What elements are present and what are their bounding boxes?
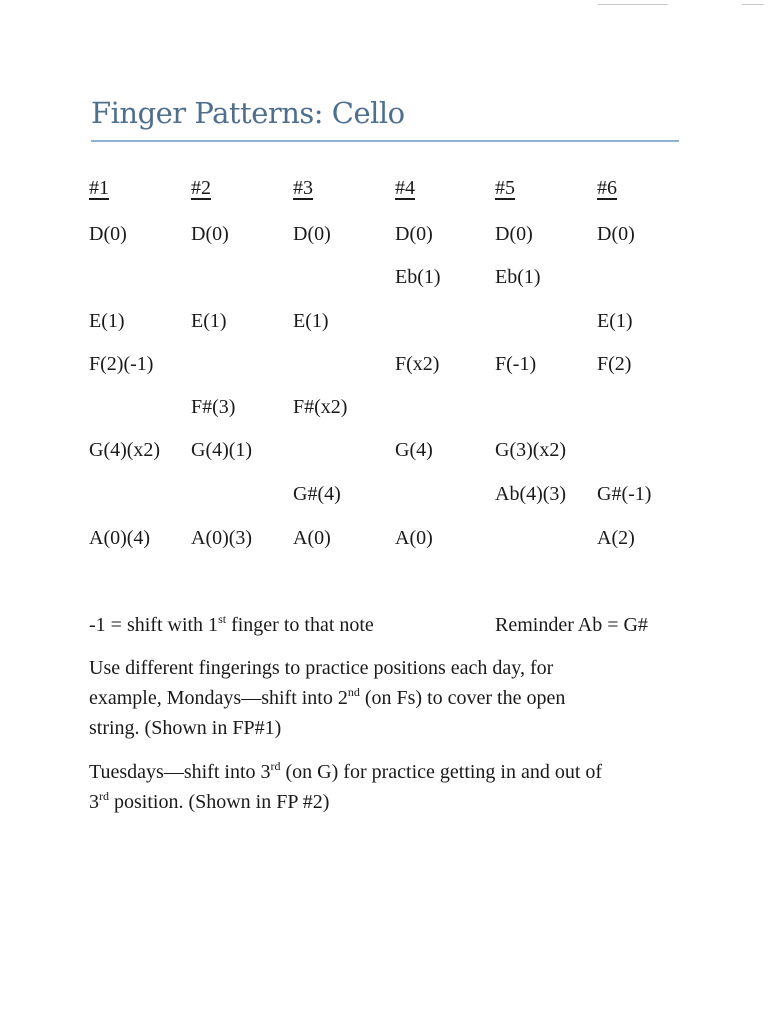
paragraph-line: 3rd position. (Shown in FP #2) [89,789,330,813]
note-cell: A(0) [293,527,331,549]
scan-artifact-line [742,4,764,5]
note-cell: A(2) [597,527,635,549]
column-header: #4 [395,177,415,199]
scan-artifact-line [598,4,668,5]
note-cell: E(1) [89,310,125,332]
note-cell: G(3)(x2) [495,439,567,461]
legend-note: -1 = shift with 1st finger to that note [89,612,374,636]
note-cell: E(1) [293,310,329,332]
note-cell: A(0)(3) [191,527,253,549]
note-cell: Eb(1) [495,266,541,288]
note-cell: F(2)(-1) [89,353,154,375]
column-header: #3 [293,177,313,199]
paragraph-line: example, Mondays—shift into 2nd (on Fs) to cover the open [89,685,566,709]
note-cell: D(0) [395,223,433,245]
note-cell: D(0) [89,223,127,245]
note-cell: A(0)(4) [89,527,151,549]
note-cell: G#(4) [293,483,341,505]
note-cell: D(0) [293,223,331,245]
note-cell: D(0) [597,223,635,245]
note-cell: Eb(1) [395,266,441,288]
paragraph-line: Tuesdays—shift into 3rd (on G) for practice getting in and out of [89,759,603,783]
note-cell: E(1) [191,310,227,332]
note-cell: F#(3) [191,396,236,418]
paragraph-line: Use different fingerings to practice positions each day, for [89,657,554,679]
note-cell: D(0) [495,223,533,245]
reminder-note: Reminder Ab = G# [495,614,648,636]
column-header: #6 [597,177,617,199]
title-underline-rule [91,140,679,142]
column-header: #1 [89,177,109,199]
note-cell: F(2) [597,353,632,375]
note-cell: A(0) [395,527,433,549]
note-cell: Ab(4)(3) [495,483,567,505]
note-cell: D(0) [191,223,229,245]
note-cell: G(4)(1) [191,439,253,461]
column-header: #2 [191,177,211,199]
note-cell: G(4) [395,439,433,461]
note-cell: F#(x2) [293,396,348,418]
page-title: Finger Patterns: Cello [91,96,405,130]
paragraph-line: string. (Shown in FP#1) [89,717,282,739]
note-cell: F(-1) [495,353,537,375]
column-header: #5 [495,177,515,199]
note-cell: G(4)(x2) [89,439,161,461]
note-cell: G#(-1) [597,483,652,505]
note-cell: F(x2) [395,353,440,375]
note-cell: E(1) [597,310,633,332]
